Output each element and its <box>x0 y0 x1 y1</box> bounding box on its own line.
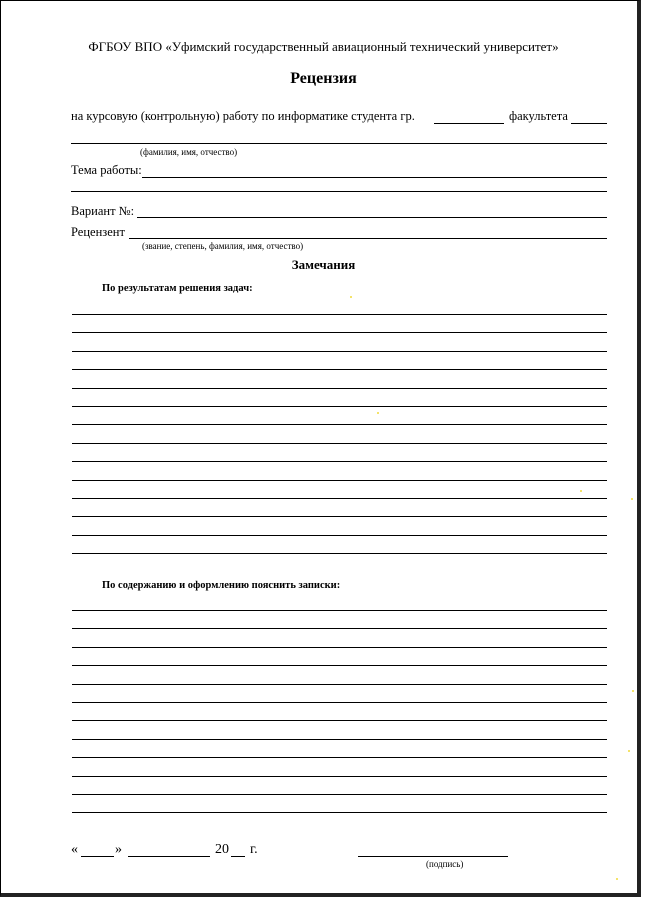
answer-line[interactable] <box>72 794 607 795</box>
date-quote-close: » <box>115 842 122 857</box>
university-name: ФГБОУ ВПО «Уфимский государственный авиационный технический университет» <box>88 39 559 54</box>
reviewer-caption: (звание, степень, фамилия, имя, отчество) <box>142 241 304 251</box>
remarks-heading: Замечания <box>291 257 356 272</box>
scan-speck <box>580 490 582 492</box>
scan-speck <box>632 690 634 692</box>
topic-label: Тема работы: <box>71 163 142 177</box>
reviewer-label: Рецензент <box>71 225 125 239</box>
answer-line[interactable] <box>72 314 607 315</box>
answer-line[interactable] <box>72 406 607 407</box>
answer-line[interactable] <box>72 739 607 740</box>
scan-speck <box>616 878 618 880</box>
variant-label: Вариант №: <box>71 204 135 218</box>
answer-line[interactable] <box>72 498 607 499</box>
answer-line[interactable] <box>72 610 607 611</box>
date-year-field[interactable] <box>231 856 245 857</box>
signature-field[interactable] <box>358 856 508 857</box>
faculty-label: факультета <box>509 109 568 123</box>
answer-line[interactable] <box>72 332 607 333</box>
answer-line[interactable] <box>72 776 607 777</box>
reviewer-field[interactable] <box>129 238 607 239</box>
answer-line[interactable] <box>72 553 607 554</box>
answer-line[interactable] <box>72 535 607 536</box>
section-tasks-lines[interactable] <box>72 314 607 554</box>
answer-line[interactable] <box>72 665 607 666</box>
scan-speck <box>377 412 379 414</box>
scan-speck <box>631 498 633 500</box>
section-content-title: По содержанию и оформлению пояснить записки: <box>102 580 341 591</box>
answer-line[interactable] <box>72 812 607 813</box>
answer-line[interactable] <box>72 369 607 370</box>
variant-field[interactable] <box>137 217 607 218</box>
topic-field[interactable] <box>142 177 607 178</box>
document-title: Рецензия <box>290 70 357 87</box>
scan-speck <box>350 296 352 298</box>
group-field[interactable] <box>434 123 504 124</box>
date-day-field[interactable] <box>81 856 114 857</box>
date-quote-open: « <box>71 842 78 857</box>
answer-line[interactable] <box>72 388 607 389</box>
work-line-label: на курсовую (контрольную) работу по информатике студента гр. <box>71 109 415 123</box>
answer-line[interactable] <box>72 461 607 462</box>
date-year-prefix: 20 <box>215 842 229 857</box>
answer-line[interactable] <box>72 757 607 758</box>
answer-line[interactable] <box>72 516 607 517</box>
section-tasks-title: По результатам решения задач: <box>102 283 253 294</box>
student-name-caption: (фамилия, имя, отчество) <box>140 147 238 157</box>
scan-speck <box>628 750 630 752</box>
signature-caption: (подпись) <box>426 859 464 869</box>
answer-line[interactable] <box>72 647 607 648</box>
topic-field-line2[interactable] <box>71 191 607 192</box>
section-content-lines[interactable] <box>72 610 607 813</box>
answer-line[interactable] <box>72 702 607 703</box>
date-month-field[interactable] <box>128 856 210 857</box>
student-name-field[interactable] <box>71 143 607 144</box>
answer-line[interactable] <box>72 424 607 425</box>
faculty-field[interactable] <box>571 123 607 124</box>
answer-line[interactable] <box>72 720 607 721</box>
answer-line[interactable] <box>72 443 607 444</box>
answer-line[interactable] <box>72 480 607 481</box>
answer-line[interactable] <box>72 684 607 685</box>
date-year-suffix: г. <box>250 842 258 857</box>
answer-line[interactable] <box>72 351 607 352</box>
answer-line[interactable] <box>72 628 607 629</box>
